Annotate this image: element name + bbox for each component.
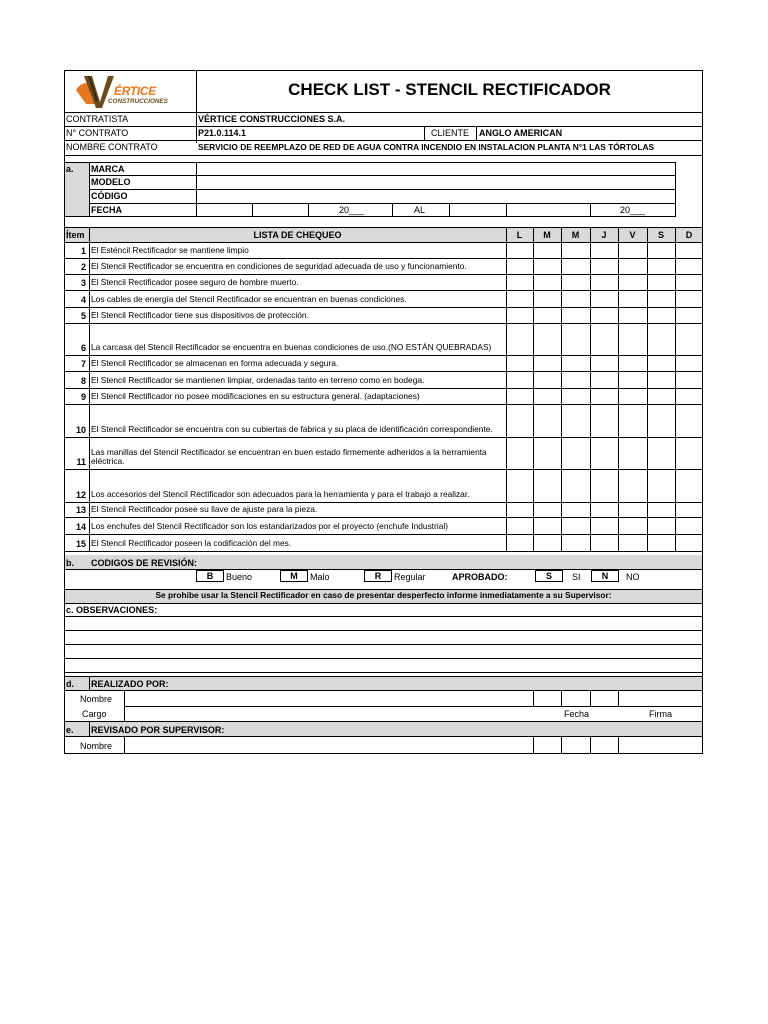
contrato-label: N° CONTRATO <box>66 128 129 138</box>
code-b-box <box>196 570 224 582</box>
marca-label: MARCA <box>91 164 125 174</box>
check-cell-day-4[interactable] <box>619 518 647 534</box>
check-cell-day-5[interactable] <box>648 438 675 469</box>
cell-line <box>89 676 90 690</box>
check-cell-day-2[interactable] <box>562 518 590 534</box>
check-cell-day-3[interactable] <box>591 259 618 274</box>
check-cell-day-3[interactable] <box>591 405 618 437</box>
item-text: El Stencil Rectificador se encuentra en condiciones de seguridad adecuada de uso y funcionamiento. <box>91 261 467 272</box>
item-number: 5 <box>80 311 86 321</box>
company-logo <box>74 74 186 110</box>
check-cell-day-1[interactable] <box>534 308 561 323</box>
code-r-label: Regular <box>394 572 426 582</box>
check-cell-day-4[interactable] <box>619 535 647 551</box>
logo-text-bottom: CONSTRUCCIONES <box>108 98 168 105</box>
table-row <box>64 258 703 274</box>
item-text: Los enchufes del Stencil Rectificador son los estandarizados por el proyecto (enchufe Industrial) <box>91 521 449 532</box>
table-row <box>64 517 703 534</box>
title-bottom-line <box>64 112 703 113</box>
check-cell-day-0[interactable] <box>507 405 533 437</box>
check-cell-day-6[interactable] <box>676 503 703 517</box>
check-cell-day-6[interactable] <box>676 518 703 534</box>
table-row <box>64 404 703 437</box>
table-row <box>64 437 703 469</box>
checklist-row-line <box>64 551 703 552</box>
cell-line <box>506 203 507 217</box>
item-text: La carcasa del Stencil Rectificador se encuentra en buenas condiciones de uso.(NO ESTÁN QUEBRADAS) <box>91 342 492 353</box>
cell-line <box>89 721 90 736</box>
check-cell-day-2[interactable] <box>562 275 590 290</box>
check-cell-day-4[interactable] <box>619 389 647 404</box>
check-cell-day-6[interactable] <box>676 372 703 388</box>
aprobado-label: APROBADO: <box>452 572 508 582</box>
check-cell-day-1[interactable] <box>534 275 561 290</box>
check-cell-day-0[interactable] <box>507 470 533 502</box>
check-cell-day-0[interactable] <box>507 438 533 469</box>
row-line <box>64 227 703 228</box>
aprobado-no-label: NO <box>626 572 640 582</box>
check-cell-day-0[interactable] <box>507 535 533 551</box>
table-row <box>64 534 703 551</box>
item-text: El Stencil Rectificador se mantienen limpiar, ordenadas tanto en terreno como en bodega. <box>91 375 425 386</box>
check-cell-day-0[interactable] <box>507 518 533 534</box>
check-cell-day-6[interactable] <box>676 405 703 437</box>
check-cell-day-5[interactable] <box>648 243 675 258</box>
section-b-title: CODIGOS DE REVISIÓN: <box>91 558 198 568</box>
check-cell-day-4[interactable] <box>619 324 647 355</box>
check-cell-day-5[interactable] <box>648 405 675 437</box>
check-cell-day-0[interactable] <box>507 259 533 274</box>
realizado-firma-label: Firma <box>649 709 672 719</box>
check-cell-day-0[interactable] <box>507 291 533 307</box>
table-row <box>64 307 703 323</box>
realizado-nombre-label: Nombre <box>80 694 113 704</box>
check-cell-day-4[interactable] <box>619 243 647 258</box>
check-cell-day-6[interactable] <box>676 324 703 355</box>
code-m: M <box>290 571 298 581</box>
check-cell-day-3[interactable] <box>591 470 618 502</box>
check-cell-day-0[interactable] <box>507 324 533 355</box>
cliente-value: ANGLO AMERICAN <box>479 128 563 138</box>
section-b-letter: b. <box>66 558 74 568</box>
check-cell-day-6[interactable] <box>676 275 703 290</box>
day-header-4: V <box>629 230 636 240</box>
check-cell-day-3[interactable] <box>591 243 618 258</box>
page-title: CHECK LIST - STENCIL RECTIFICADOR <box>288 80 611 99</box>
row-line <box>64 126 703 127</box>
cell-line <box>252 203 253 217</box>
item-text: Los cables de energía del Stencil Rectificador se encuentran en buenas condiciones. <box>91 294 407 305</box>
check-cell-day-2[interactable] <box>562 291 590 307</box>
row-line <box>64 676 703 677</box>
check-cell-day-2[interactable] <box>562 503 590 517</box>
table-row <box>64 323 703 355</box>
item-text: El Stencil Rectificador poseen la codificación del mes. <box>91 538 292 549</box>
section-c-title: c. OBSERVACIONES: <box>66 605 158 615</box>
check-cell-day-1[interactable] <box>534 535 561 551</box>
contrato-value: P21.0.114.1 <box>198 128 247 138</box>
check-cell-day-5[interactable] <box>648 535 675 551</box>
item-text: El Stencil Rectificador se encuentra con su cubiertas de fabrica y su placa de identificación correspondiente. <box>91 424 493 435</box>
check-cell-day-3[interactable] <box>591 308 618 323</box>
section-a-letter: a. <box>66 164 74 174</box>
check-cell-day-3[interactable] <box>591 503 618 517</box>
item-number: 7 <box>80 359 86 369</box>
check-cell-day-6[interactable] <box>676 356 703 371</box>
check-cell-day-6[interactable] <box>676 389 703 404</box>
item-number: 11 <box>76 457 86 467</box>
code-b-label: Bueno <box>226 572 253 582</box>
row-line <box>64 140 703 141</box>
check-cell-day-0[interactable] <box>507 389 533 404</box>
check-cell-day-0[interactable] <box>507 356 533 371</box>
cell-line <box>308 203 309 217</box>
item-text: Las manillas del Stencil Rectificador se encuentran en buen estado firmemente adheridos a la herramienta eléctrica. <box>91 446 487 467</box>
code-m-box <box>280 570 308 582</box>
check-cell-day-5[interactable] <box>648 356 675 371</box>
fecha-label: FECHA <box>91 205 122 215</box>
item-text: El Stencil Rectificador no posee modificaciones en su estructura general. (adaptaciones) <box>91 391 420 402</box>
check-cell-day-1[interactable] <box>534 405 561 437</box>
item-number: 8 <box>80 376 86 386</box>
item-number: 2 <box>80 262 86 272</box>
check-cell-day-6[interactable] <box>676 438 703 469</box>
check-cell-day-3[interactable] <box>591 356 618 371</box>
col-list-header: LISTA DE CHEQUEO <box>253 230 342 240</box>
code-m-label: Malo <box>310 572 330 582</box>
logo-text-top: ÉRTICE <box>114 84 156 98</box>
cliente-label: CLIENTE <box>431 128 470 138</box>
day-header-5: S <box>657 230 664 240</box>
check-cell-day-3[interactable] <box>591 389 618 404</box>
check-cell-day-0[interactable] <box>507 503 533 517</box>
check-cell-day-1[interactable] <box>534 259 561 274</box>
check-cell-day-3[interactable] <box>591 291 618 307</box>
check-cell-day-4[interactable] <box>619 470 647 502</box>
revisado-nombre-field[interactable] <box>125 737 532 753</box>
check-cell-day-6[interactable] <box>676 291 703 307</box>
cell-line <box>590 736 591 754</box>
check-cell-day-5[interactable] <box>648 275 675 290</box>
cell-line <box>561 736 562 754</box>
check-cell-day-6[interactable] <box>676 470 703 502</box>
check-cell-day-2[interactable] <box>562 389 590 404</box>
check-cell-day-4[interactable] <box>619 503 647 517</box>
item-number: 3 <box>80 278 86 288</box>
item-text: El Stencil Rectificador posee su llave de ajuste para la pieza. <box>91 504 318 515</box>
item-text: Los accesorios del Stencil Rectificador son adecuados para la herramienta y para el trabajo a realizar. <box>91 489 470 500</box>
row-line <box>64 672 703 673</box>
realizado-cargo-label: Cargo <box>82 709 107 719</box>
check-cell-day-3[interactable] <box>591 438 618 469</box>
check-cell-day-1[interactable] <box>534 372 561 388</box>
codigo-label: CÓDIGO <box>91 191 128 201</box>
row-line <box>64 216 676 217</box>
item-number: 13 <box>75 505 86 515</box>
check-cell-day-2[interactable] <box>562 259 590 274</box>
marca-field[interactable] <box>197 163 675 175</box>
contratista-value: VÉRTICE CONSTRUCCIONES S.A. <box>198 114 346 124</box>
check-cell-day-1[interactable] <box>534 243 561 258</box>
item-number: 1 <box>80 246 86 256</box>
cell-line <box>476 126 477 140</box>
item-text: El Esténcil Rectificador se mantiene limpio <box>91 245 249 256</box>
day-header-3: J <box>601 230 607 240</box>
item-number: 14 <box>75 522 86 532</box>
check-cell-day-5[interactable] <box>648 291 675 307</box>
check-cell-day-4[interactable] <box>619 405 647 437</box>
check-cell-day-6[interactable] <box>676 535 703 551</box>
cell-line <box>392 203 393 217</box>
check-cell-day-2[interactable] <box>562 356 590 371</box>
cell-line <box>618 736 619 754</box>
check-cell-day-6[interactable] <box>676 243 703 258</box>
check-cell-day-4[interactable] <box>619 308 647 323</box>
item-text: El Stencil Rectificador tiene sus dispositivos de protección. <box>91 310 309 321</box>
observaciones-field[interactable] <box>65 617 702 672</box>
check-cell-day-1[interactable] <box>534 470 561 502</box>
check-cell-day-3[interactable] <box>591 275 618 290</box>
cell-line <box>590 203 591 217</box>
item-text: El Stencil Rectificador posee seguro de hombre muerto. <box>91 277 299 288</box>
item-number: 12 <box>75 490 86 500</box>
section-e-letter: e. <box>66 725 74 735</box>
day-header-6: D <box>685 230 693 240</box>
check-cell-day-2[interactable] <box>562 372 590 388</box>
check-cell-day-1[interactable] <box>534 324 561 355</box>
table-row <box>64 388 703 404</box>
modelo-field[interactable] <box>197 176 675 189</box>
check-cell-day-3[interactable] <box>591 372 618 388</box>
revisado-nombre-label: Nombre <box>80 741 113 751</box>
table-row <box>64 274 703 290</box>
check-cell-day-3[interactable] <box>591 518 618 534</box>
check-cell-day-2[interactable] <box>562 243 590 258</box>
check-cell-day-2[interactable] <box>562 324 590 355</box>
table-row <box>64 242 703 258</box>
item-number: 15 <box>75 539 86 549</box>
aprobado-n: N <box>601 571 609 581</box>
check-cell-day-5[interactable] <box>648 324 675 355</box>
aprobado-si-box[interactable] <box>535 570 563 582</box>
nombre-contrato-value: SERVICIO DE REEMPLAZO DE RED DE AGUA CONTRA INCENDIO EN INSTALACION PLANTA N°1 LAS TÓRTOLAS <box>198 142 655 152</box>
day-header-1: M <box>543 230 551 240</box>
check-cell-day-4[interactable] <box>619 291 647 307</box>
aprobado-no-box[interactable] <box>591 570 619 582</box>
table-row <box>64 469 703 502</box>
check-cell-day-2[interactable] <box>562 535 590 551</box>
check-cell-day-2[interactable] <box>562 405 590 437</box>
section-d-letter: d. <box>66 679 74 689</box>
check-cell-day-4[interactable] <box>619 259 647 274</box>
nombre-contrato-label: NOMBRE CONTRATO <box>66 142 158 152</box>
check-cell-day-1[interactable] <box>534 389 561 404</box>
fecha-al: AL <box>414 205 426 215</box>
cell-line <box>561 690 562 706</box>
warning-text: Se prohibe usar la Stencil Rectificador en caso de presentar desperfecto informe inmediatamente a su Supervisor: <box>155 590 612 600</box>
check-cell-day-1[interactable] <box>534 356 561 371</box>
row-line <box>64 603 703 604</box>
fecha-year-end[interactable]: 20___ <box>620 205 646 215</box>
aprobado-si-label: SI <box>572 572 581 582</box>
check-cell-day-0[interactable] <box>507 308 533 323</box>
item-number: 9 <box>80 392 86 402</box>
col-item-header: Ítem <box>66 230 85 240</box>
modelo-label: MODELO <box>91 177 131 187</box>
check-cell-day-6[interactable] <box>676 259 703 274</box>
check-cell-day-3[interactable] <box>591 535 618 551</box>
check-cell-day-5[interactable] <box>648 389 675 404</box>
check-cell-day-0[interactable] <box>507 275 533 290</box>
check-cell-day-0[interactable] <box>507 243 533 258</box>
check-cell-day-5[interactable] <box>648 470 675 502</box>
check-cell-day-3[interactable] <box>591 324 618 355</box>
realizado-cargo-field[interactable] <box>125 707 532 721</box>
section-e-title: REVISADO POR SUPERVISOR: <box>91 725 225 735</box>
cell-line <box>590 690 591 706</box>
row-line <box>89 203 676 204</box>
check-cell-day-1[interactable] <box>534 503 561 517</box>
realizado-fecha-label: Fecha <box>564 709 590 719</box>
realizado-nombre-field[interactable] <box>125 691 532 706</box>
item-number: 4 <box>80 295 86 305</box>
row-line <box>64 155 703 156</box>
day-header-2: M <box>571 230 580 240</box>
table-row <box>64 371 703 388</box>
table-row <box>64 290 703 307</box>
check-cell-day-5[interactable] <box>648 372 675 388</box>
check-cell-day-5[interactable] <box>648 259 675 274</box>
aprobado-s: S <box>545 571 552 581</box>
check-cell-day-4[interactable] <box>619 356 647 371</box>
check-cell-day-2[interactable] <box>562 308 590 323</box>
cell-line <box>618 690 619 706</box>
contratista-label: CONTRATISTA <box>66 114 129 124</box>
fecha-year-start[interactable]: 20___ <box>339 205 365 215</box>
check-cell-day-4[interactable] <box>619 438 647 469</box>
check-cell-day-5[interactable] <box>648 308 675 323</box>
check-cell-day-1[interactable] <box>534 291 561 307</box>
code-r-box <box>364 570 392 582</box>
check-cell-day-2[interactable] <box>562 470 590 502</box>
table-row <box>64 355 703 371</box>
section-d-title: REALIZADO POR: <box>91 679 169 689</box>
code-b: B <box>206 571 214 581</box>
cell-line <box>424 126 425 140</box>
check-cell-day-1[interactable] <box>534 518 561 534</box>
codigo-field[interactable] <box>197 190 675 203</box>
check-cell-day-4[interactable] <box>619 275 647 290</box>
check-cell-day-6[interactable] <box>676 308 703 323</box>
check-cell-day-2[interactable] <box>562 438 590 469</box>
cell-line <box>533 736 534 754</box>
check-cell-day-0[interactable] <box>507 372 533 388</box>
item-number: 6 <box>80 343 86 353</box>
day-header-0: L <box>516 230 523 240</box>
cell-line <box>533 690 534 706</box>
table-row <box>64 502 703 517</box>
item-number: 10 <box>75 425 86 435</box>
check-cell-day-5[interactable] <box>648 503 675 517</box>
check-cell-day-4[interactable] <box>619 372 647 388</box>
item-text: El Stencil Rectificador se almacenan en forma adecuada y segura. <box>91 358 339 369</box>
code-r: R <box>374 571 382 581</box>
check-cell-day-1[interactable] <box>534 438 561 469</box>
check-cell-day-5[interactable] <box>648 518 675 534</box>
cell-line <box>449 203 450 217</box>
